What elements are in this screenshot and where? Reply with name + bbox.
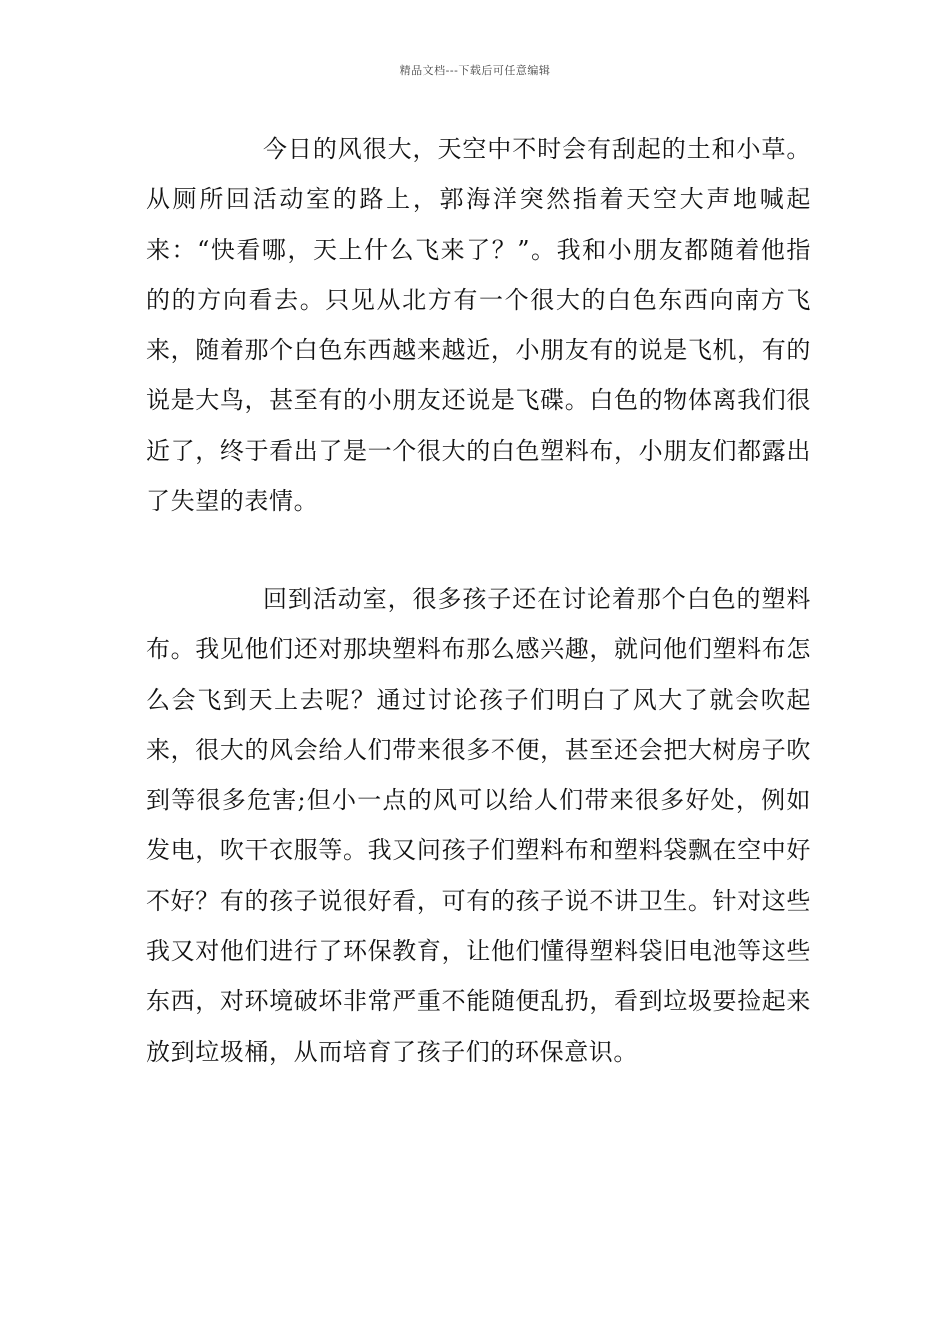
paragraph-2: 回到活动室，很多孩子还在讨论着那个白色的塑料布。我见他们还对那块塑料布那么感兴趣，就问他们塑料布怎么会飞到天上去呢？通过讨论孩子们明白了风大了就会吹起来，很大的风会给人们带来很多不便，甚至还会把大树房子吹到等很多危害;但小一点的风可以给人们带来很多好处，例如发电，吹干衣服等。我又问孩子们塑料布和塑料袋飘在空中好不好？有的孩子说很好看，可有的孩子说不讲卫生。针对这些我又对他们进行了环保教育，让他们懂得塑料袋旧电池等这些东西，对环境破坏非常严重不能随便乱扔，看到垃圾要捡起来放到垃圾桶，从而培育了孩子们的环保意识。 (146, 585, 811, 1066)
paragraph-1: 今日的风很大，天空中不时会有刮起的土和小草。从厕所回活动室的路上，郭海洋突然指着天空大声地喊起来：“快看哪，天上什么飞来了？”。我和小朋友都随着他指的的方向看去。只见从北方有一个很大的白色东西向南方飞来，随着那个白色东西越来越近，小朋友有的说是飞机，有的说是大鸟，甚至有的小朋友还说是飞碟。白色的物体离我们很近了，终于看出了是一个很大的白色塑料布，小朋友们都露出了失望的表情。 (146, 135, 811, 516)
page-header: 精品文档---下载后可任意编辑 (399, 64, 551, 77)
